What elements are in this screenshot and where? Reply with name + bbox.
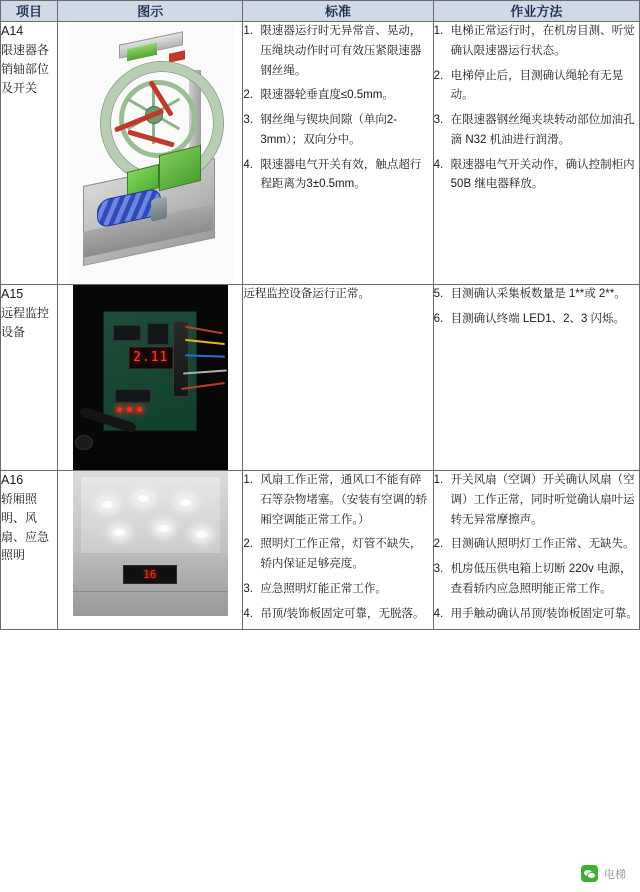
list-number: 3.	[243, 582, 253, 595]
method-list-a14	[434, 22, 639, 195]
item-code: A14	[1, 24, 24, 38]
list-item	[434, 535, 639, 555]
list-number: 4.	[243, 158, 253, 171]
list-item	[243, 111, 432, 151]
row-method-cell-a15	[433, 285, 639, 471]
list-text: 目测确认采集板数量是 1**或 2**。	[450, 288, 626, 300]
ceiling-light	[177, 497, 194, 508]
list-number: 4.	[433, 607, 444, 620]
car-wall	[73, 553, 228, 616]
list-number: 1.	[243, 474, 253, 486]
row-standard-cell-a15	[243, 285, 433, 471]
wall-seam	[73, 591, 228, 592]
item-code: A15	[1, 287, 24, 301]
column-header-method: 作业方法	[433, 1, 639, 22]
row-item-cell-a15	[1, 285, 58, 471]
row-figure-cell-a15	[58, 285, 243, 471]
pcb-connector	[173, 321, 189, 397]
list-text: 用手触动确认吊顶/装饰板固定可靠。	[450, 607, 638, 620]
pcb-led-2	[127, 407, 132, 412]
row-item-cell-a16	[1, 471, 58, 630]
ceiling-light	[99, 499, 116, 510]
table-body	[1, 22, 640, 630]
list-text: 限速器轮垂直度≤0.5mm。	[260, 89, 394, 102]
list-item	[434, 22, 639, 62]
list-number: 1.	[243, 25, 253, 37]
table-row	[1, 285, 640, 471]
governor-spring-cap	[151, 196, 167, 221]
list-text: 电梯正常运行时，在机房目测、听觉确认限速器运行状态。	[450, 25, 635, 57]
row-standard-cell-a14	[243, 22, 433, 285]
list-item	[243, 86, 432, 106]
list-number: 5.	[433, 288, 444, 300]
ceiling-panel	[81, 477, 220, 554]
list-number: 3.	[433, 114, 444, 127]
list-number: 3.	[433, 563, 444, 576]
list-item	[243, 605, 432, 625]
footer-account	[581, 865, 626, 882]
item-name: 轿厢照明、风扇、应急照明	[1, 492, 50, 563]
item-name: 限速器各销轴部位及开关	[1, 43, 50, 95]
method-list-a16	[434, 471, 639, 624]
pcb-chip	[147, 323, 169, 345]
table-header-row	[1, 1, 640, 22]
list-item	[434, 156, 639, 196]
page-footer	[0, 844, 640, 892]
item-name: 远程监控设备	[1, 306, 50, 339]
row-figure-cell-a14	[58, 22, 243, 285]
list-text: 在限速器钢丝绳夹块转动部位加油孔滴 N32 机油进行润滑。	[450, 114, 635, 146]
list-item	[243, 22, 432, 81]
pcb-led-3	[137, 407, 142, 412]
list-item	[243, 535, 432, 575]
list-number: 2.	[433, 538, 444, 551]
list-item	[243, 471, 432, 530]
list-text: 电梯停止后，目测确认绳轮有无晃动。	[450, 69, 624, 102]
list-number: 4.	[433, 158, 444, 171]
row-method-cell-a16	[433, 471, 639, 630]
list-text: 照明灯工作正常，灯管不缺失，轿内保证足够亮度。	[260, 538, 422, 571]
row-figure-cell-a16	[58, 471, 243, 630]
list-number: 6.	[433, 312, 444, 325]
list-text: 应急照明灯能正常工作。	[260, 582, 387, 595]
table-row	[1, 22, 640, 285]
pcb-chip	[115, 389, 151, 403]
method-list-a15	[434, 285, 639, 330]
list-item	[243, 156, 432, 196]
column-header-figure: 图示	[58, 1, 243, 22]
standard-list-a14	[243, 22, 432, 195]
list-number: 2.	[243, 538, 253, 551]
row-method-cell-a14	[433, 22, 639, 285]
list-item	[434, 560, 639, 600]
list-number: 4.	[243, 607, 253, 620]
table-header	[1, 1, 640, 22]
list-number: 2.	[243, 89, 253, 102]
pcb-chip	[113, 325, 141, 341]
governor-3d-model-image	[67, 22, 234, 284]
pcb-seven-segment-display: 2.11	[129, 347, 173, 369]
ceiling-light	[111, 527, 128, 538]
list-item	[434, 471, 639, 530]
wechat-icon	[581, 865, 598, 882]
list-number: 1.	[433, 25, 444, 37]
account-name: 电梯	[604, 868, 626, 881]
list-text: 风扇工作正常，通风口不能有碎石等杂物堵塞。（安装有空调的轿厢空调能正常工作。）	[260, 474, 428, 526]
column-header-item: 项目	[1, 1, 58, 22]
governor-top-red-part	[169, 50, 185, 62]
column-header-standard: 标准	[243, 1, 433, 22]
list-number: 2.	[433, 69, 444, 82]
list-text: 目测确认照明灯工作正常、无缺失。	[450, 538, 635, 551]
standard-list-a16	[243, 471, 432, 624]
standard-text-a15: 远程监控设备运行正常。	[243, 288, 370, 300]
row-item-cell-a14	[1, 22, 58, 285]
ceiling-light	[193, 529, 210, 540]
list-text: 钢丝绳与锲块间隙（单向2-3mm）；双向分中。	[260, 114, 398, 146]
list-item	[434, 67, 639, 107]
list-text: 吊顶/装饰板固定可靠，无脱落。	[260, 607, 425, 620]
list-item	[434, 111, 639, 151]
ceiling-light	[135, 493, 152, 504]
table-row	[1, 471, 640, 630]
list-text: 限速器电气开关动作，确认控制柜内 50B 继电器释放。	[450, 158, 635, 191]
car-ceiling-photo-image	[73, 471, 228, 616]
list-item	[434, 310, 639, 330]
list-number: 1.	[433, 474, 444, 486]
list-text: 开关风扇（空调）开关确认风扇（空调）工作正常，同时听觉确认扇叶运转无异常摩擦声。	[450, 474, 635, 526]
item-code: A16	[1, 473, 24, 487]
list-text: 机房低压供电箱上切断 220v 电源，查看轿内应急照明能正常工作。	[450, 563, 632, 595]
pcb-cable-end	[75, 435, 93, 450]
ceiling-light	[155, 523, 172, 534]
list-number: 3.	[243, 114, 253, 127]
list-text: 限速器电气开关有效，触点超行程距离为3±0.5mm。	[260, 158, 422, 191]
list-item	[434, 605, 639, 625]
row-standard-cell-a16	[243, 471, 433, 630]
list-text: 限速器运行时无异常音、晃动，压绳块动作时可有效压紧限速器钢丝绳。	[260, 25, 422, 77]
list-text: 目测确认终端 LED1、2、3 闪烁。	[450, 312, 626, 325]
car-floor-indicator	[123, 565, 177, 584]
pcb-photo-image	[73, 285, 228, 470]
pcb-led-1	[117, 407, 122, 412]
list-item	[434, 285, 639, 305]
list-item	[243, 580, 432, 600]
floor-indicator-display: 16	[143, 568, 157, 581]
